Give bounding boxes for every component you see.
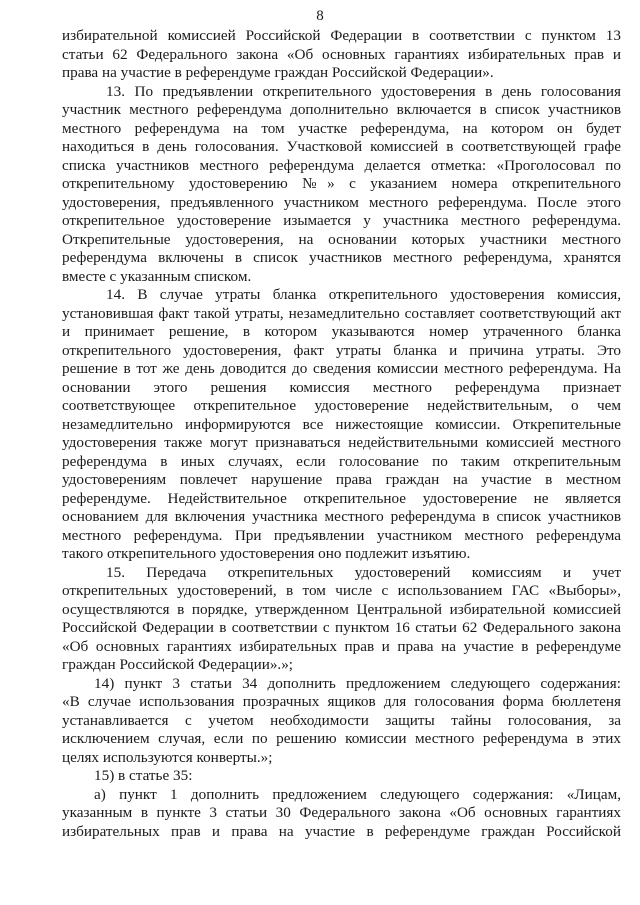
text-line: права на участие в референдуме граждан Российской Федерации». <box>62 64 494 81</box>
text-line: Российской Федерации в соответствии с пунктом 16 статьи 62 Федерального закона <box>62 619 621 636</box>
text-line: основанием для включения участника местного референдума в список участников <box>62 508 621 525</box>
text-line: списка участников местного референдума делается отметка: «Проголосовал по <box>62 156 621 174</box>
text-line: такого открепительного удостоверения оно подлежит изъятию. <box>62 545 471 562</box>
text-line: 14. В случае утраты бланка открепительного удостоверения комиссия, <box>106 286 621 303</box>
text-line: осуществляются в порядке, утвержденном Центральной избирательной комиссией <box>62 600 621 618</box>
text-line: референдума в иных случаях, если голосование по таким открепительным <box>62 452 621 470</box>
text-line: удостоверения также могут признаваться недействительными комиссией местного <box>62 434 621 451</box>
text-line: «Об основных гарантиях избирательных прав и права на участие в референдуме <box>62 637 621 655</box>
text-line: открепительному удостоверению №» с указанием номера открепительного <box>62 175 621 192</box>
text-line: соответствующее открепительное удостоверение недействительным, о чем <box>62 397 621 414</box>
text-line: референдуме. Недействительное открепительное удостоверение не является <box>62 489 621 507</box>
text-line: 13. По предъявлении открепительного удостоверения в день голосования <box>106 82 621 100</box>
text-line: избирательных прав и права на участие в референдуме граждан Российской <box>62 822 621 840</box>
text-line: открепительное удостоверение изымается у участника местного референдума. <box>62 212 621 229</box>
text-line: 15) в статье 35: <box>94 767 193 784</box>
text-line: основании этого решения комиссия местного референдума признает <box>62 378 621 396</box>
text-line: и принимает решение, в котором указываются номер утраченного бланка <box>62 323 621 340</box>
text-line: граждан Российской Федерации».»; <box>62 656 294 673</box>
document-body <box>62 27 621 841</box>
text-line: местного референдума. При предъявлении участником местного референдума <box>62 526 621 544</box>
text-line: а) пункт 1 дополнить предложением следующего содержания: «Лицам, <box>94 785 621 803</box>
text-line: устанавливается с учетом необходимости защиты тайны голосования, за <box>62 711 621 729</box>
text-line: удостоверениям повлечет нарушение права граждан на участие в местном <box>62 471 621 488</box>
text-line: Открепительные удостоверения, на основании которых участники местного <box>62 230 621 248</box>
text-line: находиться в день голосования. Участковой комиссией в соответствующей графе <box>62 138 621 155</box>
text-line: целях используются конверты.»; <box>62 748 273 766</box>
text-line: статьи 62 Федерального закона «Об основных гарантиях избирательных прав и <box>62 45 621 63</box>
text-line: открепительных удостоверений, в том числе с использованием ГАС «Выборы», <box>62 582 621 599</box>
text-line: участник местного референдума дополнительно включается в список участников <box>62 101 621 118</box>
text-line: 15. Передача открепительных удостоверений комиссиям и учет <box>106 563 621 581</box>
text-line: местного референдума на том участке референдума, на котором он будет <box>62 119 621 137</box>
page-number: 8 <box>316 8 324 24</box>
text-line: исключением случая, если по решению комиссии местного референдума в этих <box>62 730 621 747</box>
text-line: решение в тот же день доводится до сведения комиссии местного референдума. На <box>62 360 621 377</box>
text-line: указанным в пункте 3 статьи 30 Федерального закона «Об основных гарантиях <box>62 804 621 821</box>
text-line: 14) пункт 3 статьи 34 дополнить предложением следующего содержания: <box>94 674 621 692</box>
text-line: «В случае использования прозрачных ящиков для голосования форма бюллетеня <box>62 693 621 710</box>
text-line: открепительного удостоверения, факт утраты бланка и причина утраты. Это <box>62 341 621 359</box>
text-line: установившая факт такой утраты, незамедлительно составляет соответствующий акт <box>62 304 621 322</box>
text-line: референдума включены в список участников местного референдума, хранятся <box>62 249 621 266</box>
text-line: незамедлительно информируются все нижестоящие комиссии. Открепительные <box>62 415 621 433</box>
text-line: избирательной комиссией Российской Федерации в соответствии с пунктом 13 <box>62 27 621 44</box>
text-line: удостоверения, предъявленного участником местного референдума. После этого <box>62 193 621 211</box>
text-line: вместе с указанным списком. <box>62 267 252 285</box>
